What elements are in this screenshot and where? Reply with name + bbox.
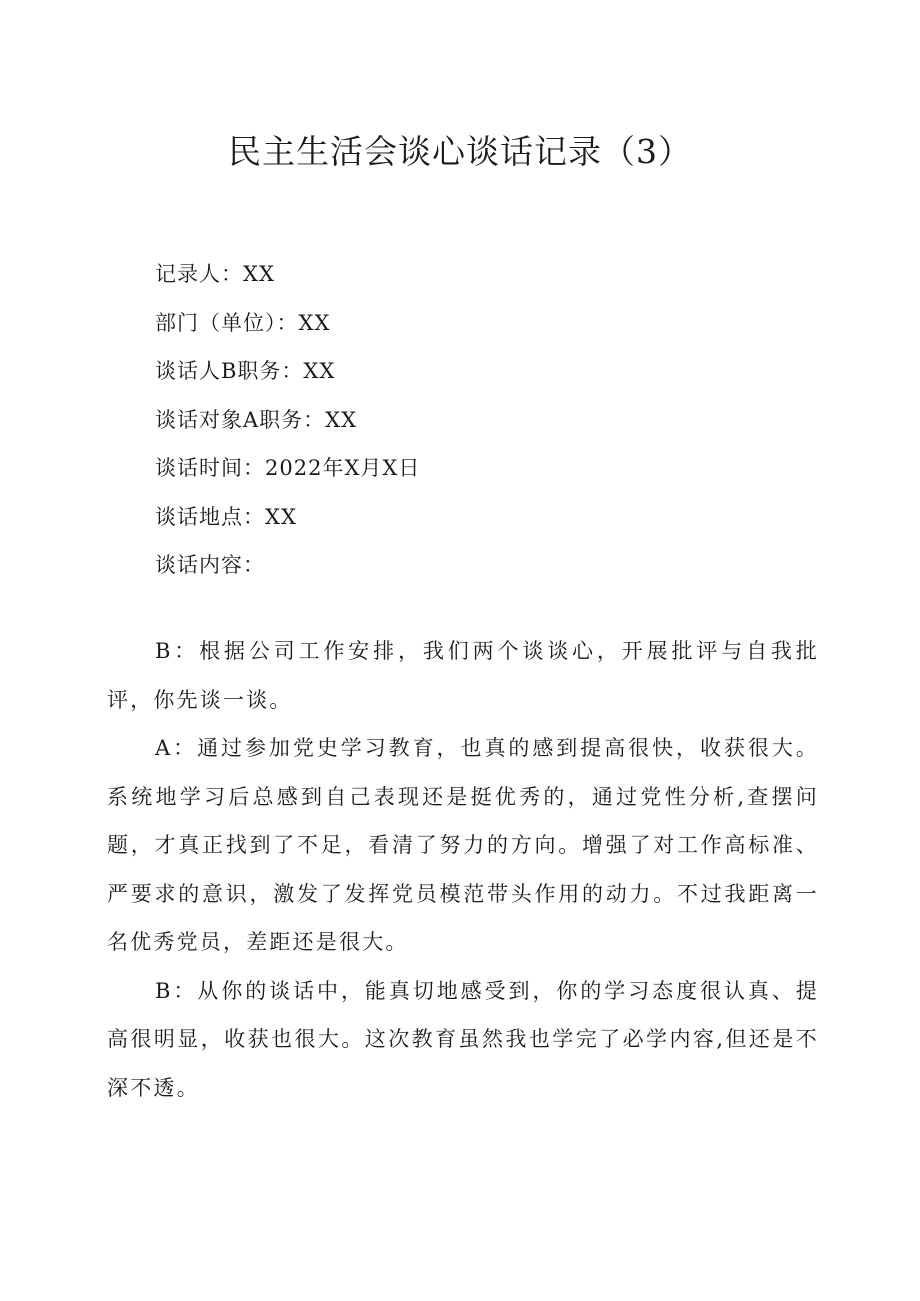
talk-content-label: 谈话内容：	[155, 553, 265, 577]
paragraph-a-response: A：通过参加党史学习教育，也真的感到提高很快，收获很大。系统地学习后总感到自己表现还是挺优秀的，通过党性分析,查摆问题，才真正找到了不足，看清了努力的方向。增强了对工作高标准、严要求的意识，激发了发挥党员模范带头作用的动力。不过我距离一名优秀党员，差距还是很大。	[107, 736, 819, 954]
document-title: 民主生活会谈心谈话记录（3）	[228, 132, 692, 171]
talk-time-field: 谈话时间：2022年X月X日	[155, 456, 421, 480]
record-metadata	[155, 250, 420, 590]
interviewee-position-field: 谈话对象A职务：XX	[155, 407, 358, 432]
conversation-body	[107, 627, 819, 1112]
talk-location-field: 谈话地点：XX	[155, 504, 297, 529]
department-field: 部门（单位）：XX	[155, 310, 331, 335]
interviewer-position-field: 谈话人B职务：XX	[155, 359, 336, 383]
paragraph-b-feedback: B：从你的谈话中，能真切地感受到，你的学习态度很认真、提高很明显，收获也很大。这次教育虽然我也学完了必学内容,但还是不深不透。	[107, 978, 819, 1100]
recorder-field: 记录人：XX	[155, 262, 275, 286]
paragraph-b-opening: B：根据公司工作安排，我们两个谈谈心，开展批评与自我批评，你先谈一谈。	[107, 639, 819, 712]
